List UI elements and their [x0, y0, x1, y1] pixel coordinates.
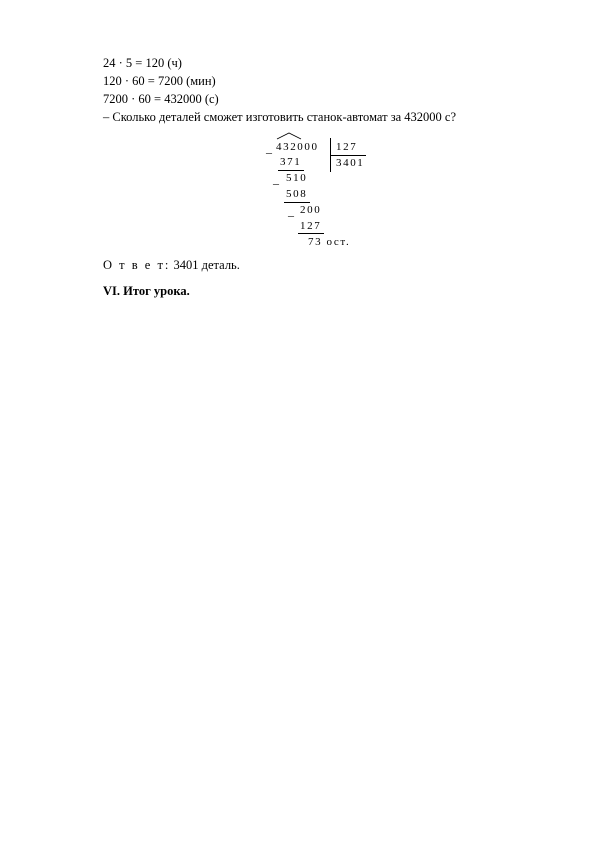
minus-sign-3: –	[288, 208, 294, 222]
subtrahend-1: 371	[280, 156, 302, 168]
quotient: 3401	[336, 157, 365, 169]
digit-group-arc	[276, 132, 302, 140]
final-remainder: 73 ост.	[308, 236, 351, 248]
subtrahend-3: 127	[300, 220, 322, 232]
answer-text: 3401 деталь.	[170, 258, 240, 272]
section-heading: VI. Итог урока.	[103, 284, 190, 298]
calc-line-seconds: 7200 · 60 = 432000 (с)	[103, 92, 219, 106]
remainder-2: 200	[300, 204, 322, 216]
divisor: 127	[336, 141, 358, 153]
underline-3	[298, 233, 324, 234]
answer-line	[103, 258, 240, 273]
answer-label: О т в е т:	[103, 258, 171, 272]
question-line: – Сколько деталей сможет изготовить станок-автомат за 432000 с?	[103, 110, 457, 124]
minus-sign-1: –	[266, 145, 272, 159]
minus-sign-2: –	[273, 176, 279, 190]
division-bar-horizontal	[330, 155, 366, 156]
underline-2	[284, 202, 310, 203]
long-division	[260, 132, 370, 252]
dividend: 432000	[276, 141, 319, 153]
underline-1	[278, 170, 304, 171]
subtrahend-2: 508	[286, 188, 308, 200]
remainder-1: 510	[286, 172, 308, 184]
calc-line-hours: 24 · 5 = 120 (ч)	[103, 56, 182, 70]
calc-line-minutes: 120 · 60 = 7200 (мин)	[103, 74, 216, 88]
